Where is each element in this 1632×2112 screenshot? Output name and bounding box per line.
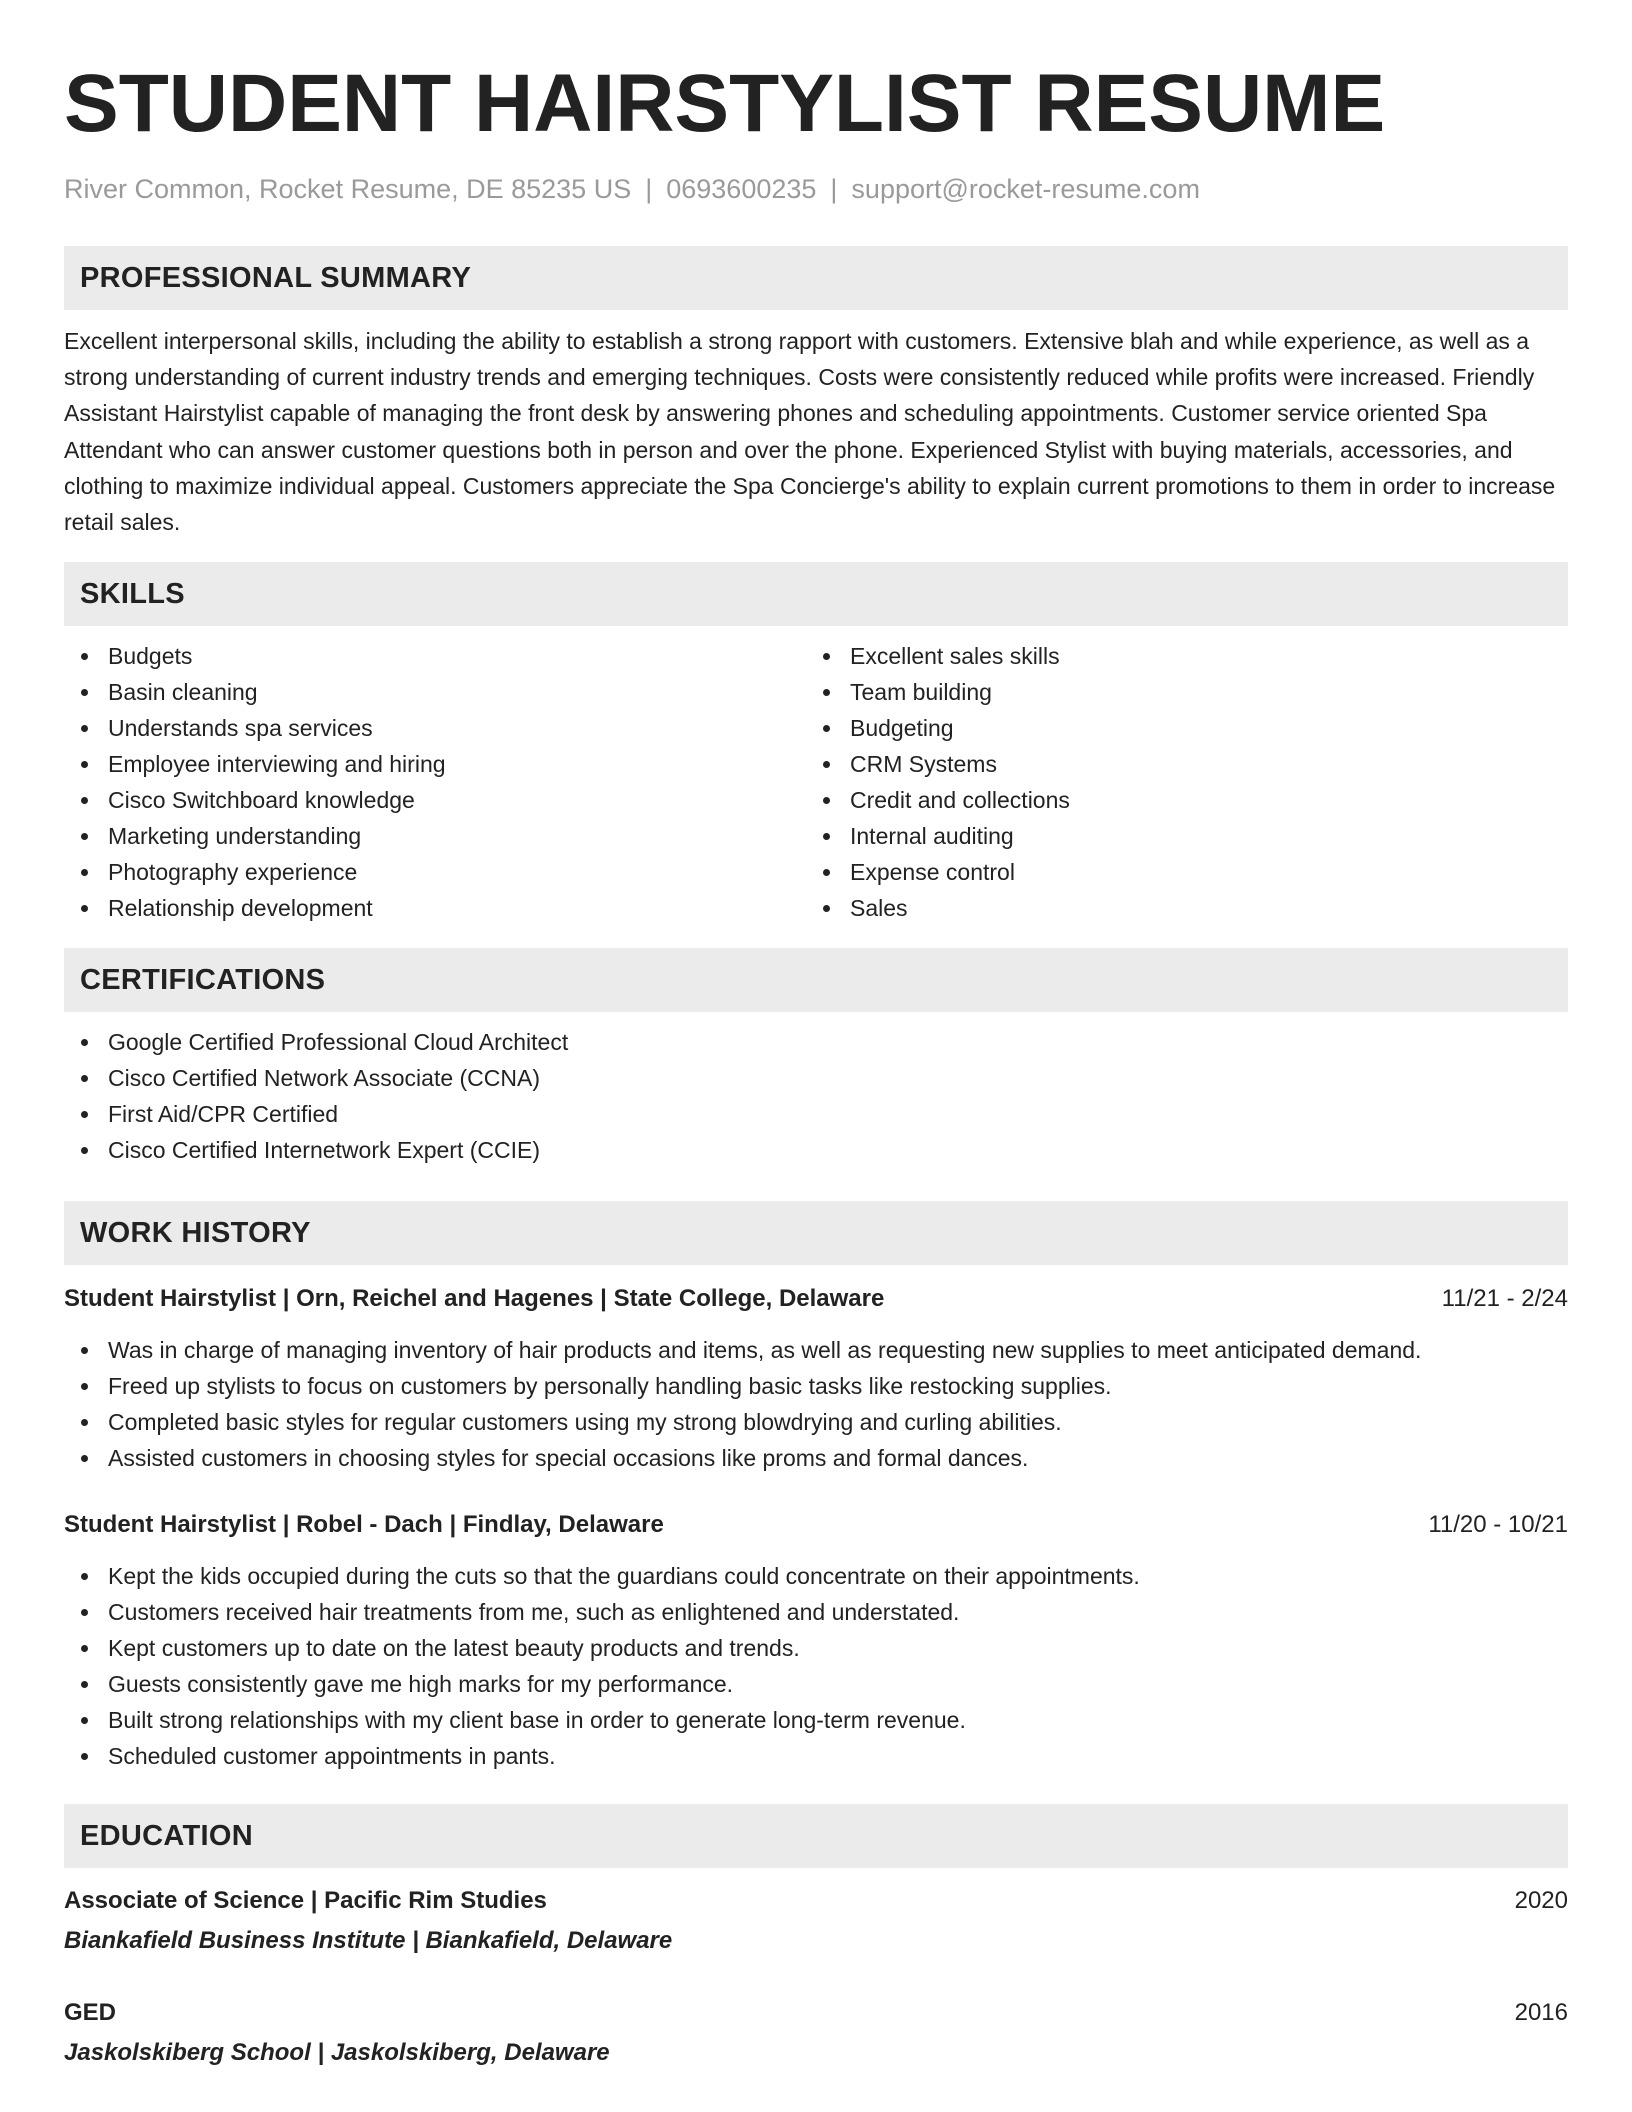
skill-item: Understands spa services xyxy=(64,710,806,746)
summary-heading: PROFESSIONAL SUMMARY xyxy=(64,246,1568,310)
certification-item: First Aid/CPR Certified xyxy=(64,1096,1568,1132)
duty-item: Freed up stylists to focus on customers by personally handling basic tasks like restocking supplies. xyxy=(64,1368,1568,1404)
duty-item: Completed basic styles for regular customers using my strong blowdrying and curling abilities. xyxy=(64,1404,1568,1440)
skill-item: Relationship development xyxy=(64,890,806,926)
education-school: Biankafield Business Institute | Biankafield, Delaware xyxy=(64,1927,673,1955)
contact-line xyxy=(64,172,1568,206)
certification-item: Cisco Certified Internetwork Expert (CCIE) xyxy=(64,1132,1568,1168)
skill-item: Cisco Switchboard knowledge xyxy=(64,782,806,818)
skill-item: Budgets xyxy=(64,638,806,674)
duty-item: Was in charge of managing inventory of hair products and items, as well as requesting new supplies to meet anticipated demand. xyxy=(64,1332,1568,1368)
summary-text: Excellent interpersonal skills, including the ability to establish a strong rapport with customers. Extensive blah and while experience, as well as a strong understanding of current industry trends and emerging techniques. Costs were consistently reduced while profits were increased. Friendly Assistant Hairstylist capable of managing the front desk by answering phones and scheduling appointments. Customer service oriented Spa Attendant who can answer customer questions both in person and over the phone. Experienced Stylist with buying materials, accessories, and clothing to maximize individual appeal. Customers appreciate the Spa Concierge's ability to explain current promotions to them in order to increase retail sales. xyxy=(64,328,1556,536)
skill-item: Marketing understanding xyxy=(64,818,806,854)
skill-item: Photography experience xyxy=(64,854,806,890)
certification-item: Cisco Certified Network Associate (CCNA) xyxy=(64,1060,1568,1096)
contact-email: support@rocket-resume.com xyxy=(851,174,1200,204)
skill-item: Budgeting xyxy=(806,710,1548,746)
job-duties xyxy=(64,1558,1568,1774)
duty-item: Built strong relationships with my client base in order to generate long-term revenue. xyxy=(64,1702,1568,1738)
job-entry xyxy=(64,1282,1568,1476)
skill-item: Team building xyxy=(806,674,1548,710)
skills-column-left xyxy=(64,638,806,926)
job-title: Student Hairstylist | Robel - Dach | Findlay, Delaware xyxy=(64,1511,664,1539)
certifications-list xyxy=(64,1024,1568,1168)
duty-item: Assisted customers in choosing styles for special occasions like proms and formal dances. xyxy=(64,1440,1568,1476)
job-dates: 11/20 - 10/21 xyxy=(1428,1511,1568,1539)
resume-title: STUDENT HAIRSTYLIST RESUME xyxy=(64,58,1386,149)
skill-item: Credit and collections xyxy=(806,782,1548,818)
skill-item: Expense control xyxy=(806,854,1548,890)
skill-item: Excellent sales skills xyxy=(806,638,1548,674)
skill-item: Internal auditing xyxy=(806,818,1548,854)
education-school: Jaskolskiberg School | Jaskolskiberg, Delaware xyxy=(64,2039,610,2067)
education-year: 2020 xyxy=(1514,1887,1568,1915)
job-dates: 11/21 - 2/24 xyxy=(1441,1285,1568,1313)
certifications-heading: CERTIFICATIONS xyxy=(64,948,1568,1012)
skills-heading: SKILLS xyxy=(64,562,1568,626)
certification-item: Google Certified Professional Cloud Architect xyxy=(64,1024,1568,1060)
education-entry xyxy=(64,1996,1568,2070)
contact-separator: | xyxy=(645,174,653,204)
work-history-heading: WORK HISTORY xyxy=(64,1201,1568,1265)
education-entry xyxy=(64,1884,1568,1958)
skills-list xyxy=(64,638,1568,926)
skill-item: CRM Systems xyxy=(806,746,1548,782)
duty-item: Kept customers up to date on the latest beauty products and trends. xyxy=(64,1630,1568,1666)
skill-item: Employee interviewing and hiring xyxy=(64,746,806,782)
contact-address: River Common, Rocket Resume, DE 85235 US xyxy=(64,174,632,204)
education-degree: Associate of Science | Pacific Rim Studies xyxy=(64,1887,547,1915)
skill-item: Sales xyxy=(806,890,1548,926)
duty-item: Guests consistently gave me high marks for my performance. xyxy=(64,1666,1568,1702)
contact-phone: 0693600235 xyxy=(666,174,817,204)
job-entry xyxy=(64,1508,1568,1774)
job-duties xyxy=(64,1332,1568,1476)
duty-item: Kept the kids occupied during the cuts so that the guardians could concentrate on their appointments. xyxy=(64,1558,1568,1594)
skills-column-right xyxy=(806,638,1548,926)
skill-item: Basin cleaning xyxy=(64,674,806,710)
duty-item: Scheduled customer appointments in pants. xyxy=(64,1738,1568,1774)
education-year: 2016 xyxy=(1514,1999,1568,2027)
education-degree: GED xyxy=(64,1999,117,2027)
education-heading: EDUCATION xyxy=(64,1804,1568,1868)
job-title: Student Hairstylist | Orn, Reichel and Hagenes | State College, Delaware xyxy=(64,1285,885,1313)
duty-item: Customers received hair treatments from me, such as enlightened and understated. xyxy=(64,1594,1568,1630)
contact-separator: | xyxy=(830,174,838,204)
